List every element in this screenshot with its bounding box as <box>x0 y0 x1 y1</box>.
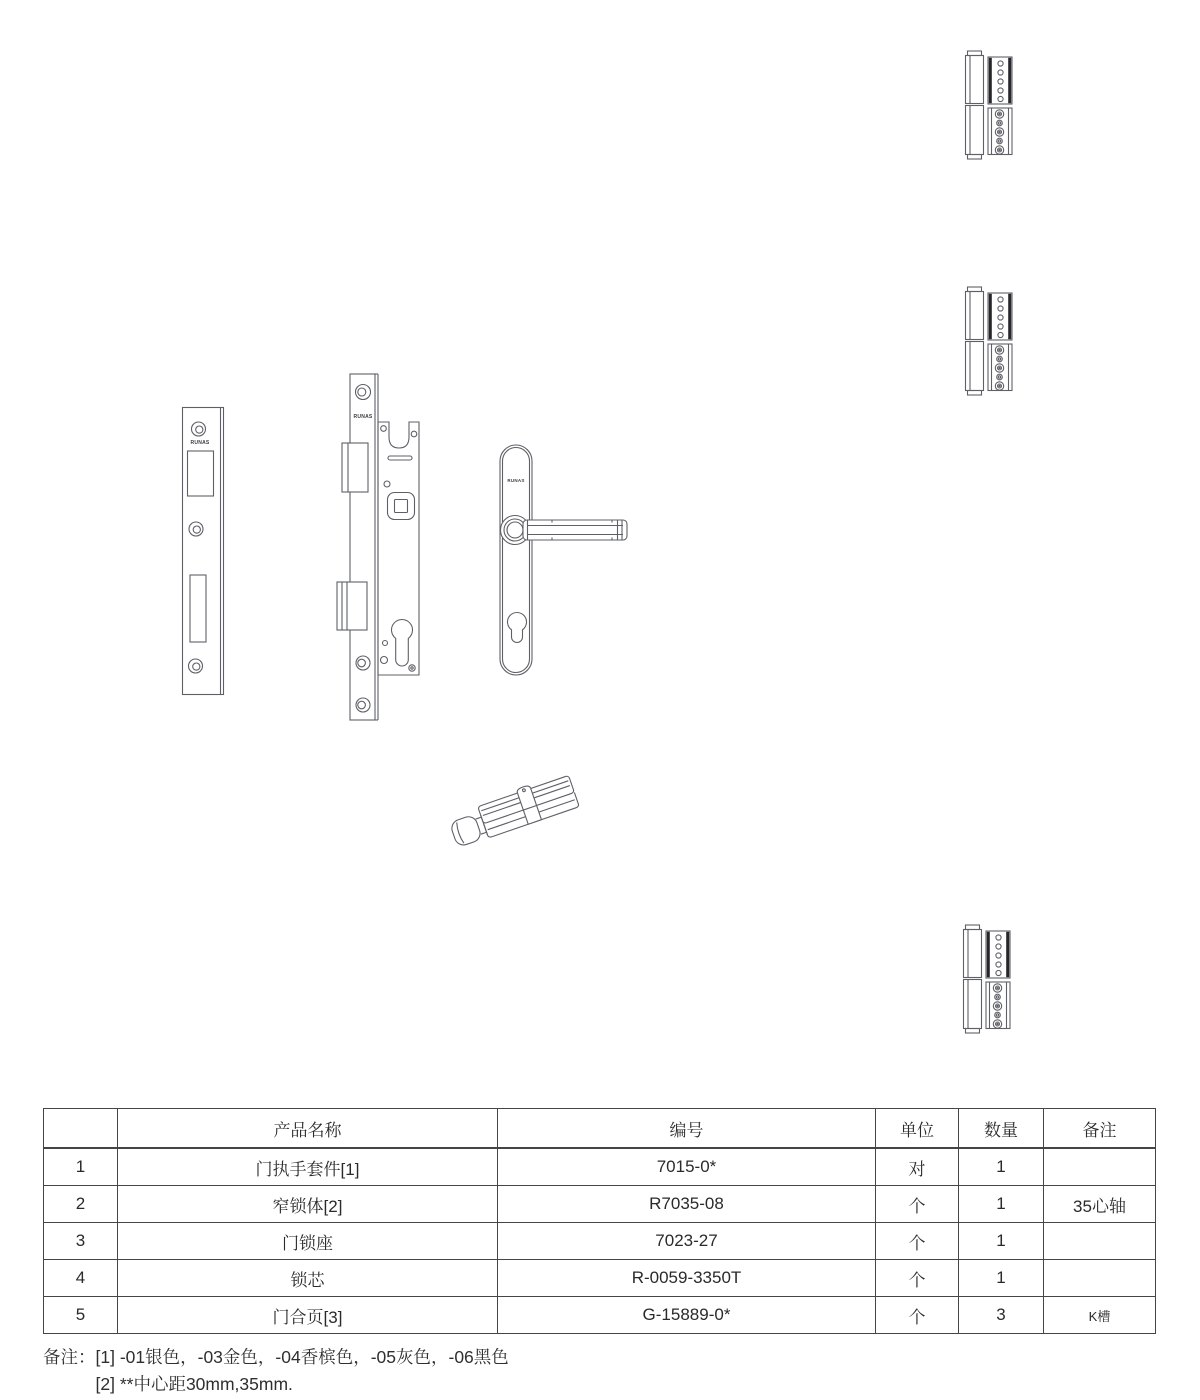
thumbturn-knob <box>449 812 488 846</box>
hinge-drawing-top <box>962 50 1015 160</box>
cell-remark: K槽 <box>1044 1297 1156 1334</box>
cell-qty: 3 <box>959 1297 1044 1334</box>
cell-qty: 1 <box>959 1223 1044 1260</box>
brand-logo: RUNAS <box>353 414 373 420</box>
brand-logo: RUNAS <box>190 440 210 446</box>
cell-code: 7015-0* <box>498 1148 876 1186</box>
table-row <box>44 1260 1156 1297</box>
strike-bottom-hole <box>189 659 203 673</box>
latch-bolt <box>342 443 368 492</box>
cell-remark <box>1044 1148 1156 1186</box>
euro-cylinder-hole <box>392 620 413 667</box>
lock-cylinder-drawing <box>448 742 580 846</box>
strike-middle-hole <box>189 522 203 536</box>
cell-remark <box>1044 1260 1156 1297</box>
deadbolt <box>337 582 367 630</box>
strike-bolt-cutout <box>190 575 206 642</box>
col-header-index <box>44 1109 118 1149</box>
footnotes-label: 备注： <box>43 1347 96 1367</box>
cell-unit: 个 <box>876 1223 959 1260</box>
cell-unit: 个 <box>876 1297 959 1334</box>
table-row <box>44 1148 1156 1186</box>
faceplate-screw-hole-lower <box>356 698 370 712</box>
cell-no: 5 <box>44 1297 118 1334</box>
footnote-colors: [1] -01银色，-03金色，-04香槟色，-05灰色，-06黑色 <box>95 1347 509 1367</box>
brand-logo: RUNAS <box>507 478 525 483</box>
table-row <box>44 1223 1156 1260</box>
cell-remark: 35心轴 <box>1044 1186 1156 1223</box>
table-header-row <box>44 1109 1156 1149</box>
cell-code: R-0059-3350T <box>498 1260 876 1297</box>
table-row <box>44 1186 1156 1223</box>
cell-name: 门执手套件[1] <box>118 1148 498 1186</box>
hinge-drawing-middle <box>962 286 1015 396</box>
cell-no: 2 <box>44 1186 118 1223</box>
lock-body-drawing <box>335 368 425 724</box>
cell-qty: 1 <box>959 1260 1044 1297</box>
table-row <box>44 1297 1156 1334</box>
footnotes <box>43 1344 509 1398</box>
cell-name: 窄锁体[2] <box>118 1186 498 1223</box>
lever-handle <box>523 520 627 540</box>
cell-qty: 1 <box>959 1186 1044 1223</box>
adjust-slot <box>388 456 412 460</box>
cell-name: 门合页[3] <box>118 1297 498 1334</box>
parts-table-wrap <box>43 1108 1156 1334</box>
spindle-hole <box>388 493 415 520</box>
cell-name: 门锁座 <box>118 1223 498 1260</box>
cell-qty: 1 <box>959 1148 1044 1186</box>
cell-code: R7035-08 <box>498 1186 876 1223</box>
cell-no: 3 <box>44 1223 118 1260</box>
col-header-qty: 数量 <box>959 1109 1044 1149</box>
col-header-code: 编号 <box>498 1109 876 1149</box>
col-header-unit: 单位 <box>876 1109 959 1149</box>
hinge-drawing-bottom <box>960 924 1013 1034</box>
cell-code: 7023-27 <box>498 1223 876 1260</box>
col-header-remark: 备注 <box>1044 1109 1156 1149</box>
cell-name: 锁芯 <box>118 1260 498 1297</box>
strike-latch-cutout <box>188 451 214 496</box>
faceplate-screw-hole-upper <box>356 656 370 670</box>
cell-unit: 个 <box>876 1186 959 1223</box>
cell-no: 4 <box>44 1260 118 1297</box>
cell-unit: 个 <box>876 1260 959 1297</box>
strike-top-hole <box>192 422 206 436</box>
euro-keyhole <box>508 613 527 643</box>
cell-remark <box>1044 1223 1156 1260</box>
strike-plate-drawing <box>181 406 227 698</box>
cell-unit: 对 <box>876 1148 959 1186</box>
col-header-name: 产品名称 <box>118 1109 498 1149</box>
parts-table <box>43 1108 1156 1334</box>
cell-no: 1 <box>44 1148 118 1186</box>
faceplate-top-hole <box>356 385 371 400</box>
case-corner-screw <box>409 665 415 671</box>
cell-code: G-15889-0* <box>498 1297 876 1334</box>
handle-set-drawing <box>494 438 634 678</box>
footnote-centers: [2] **中心距30mm,35mm. <box>95 1374 293 1394</box>
